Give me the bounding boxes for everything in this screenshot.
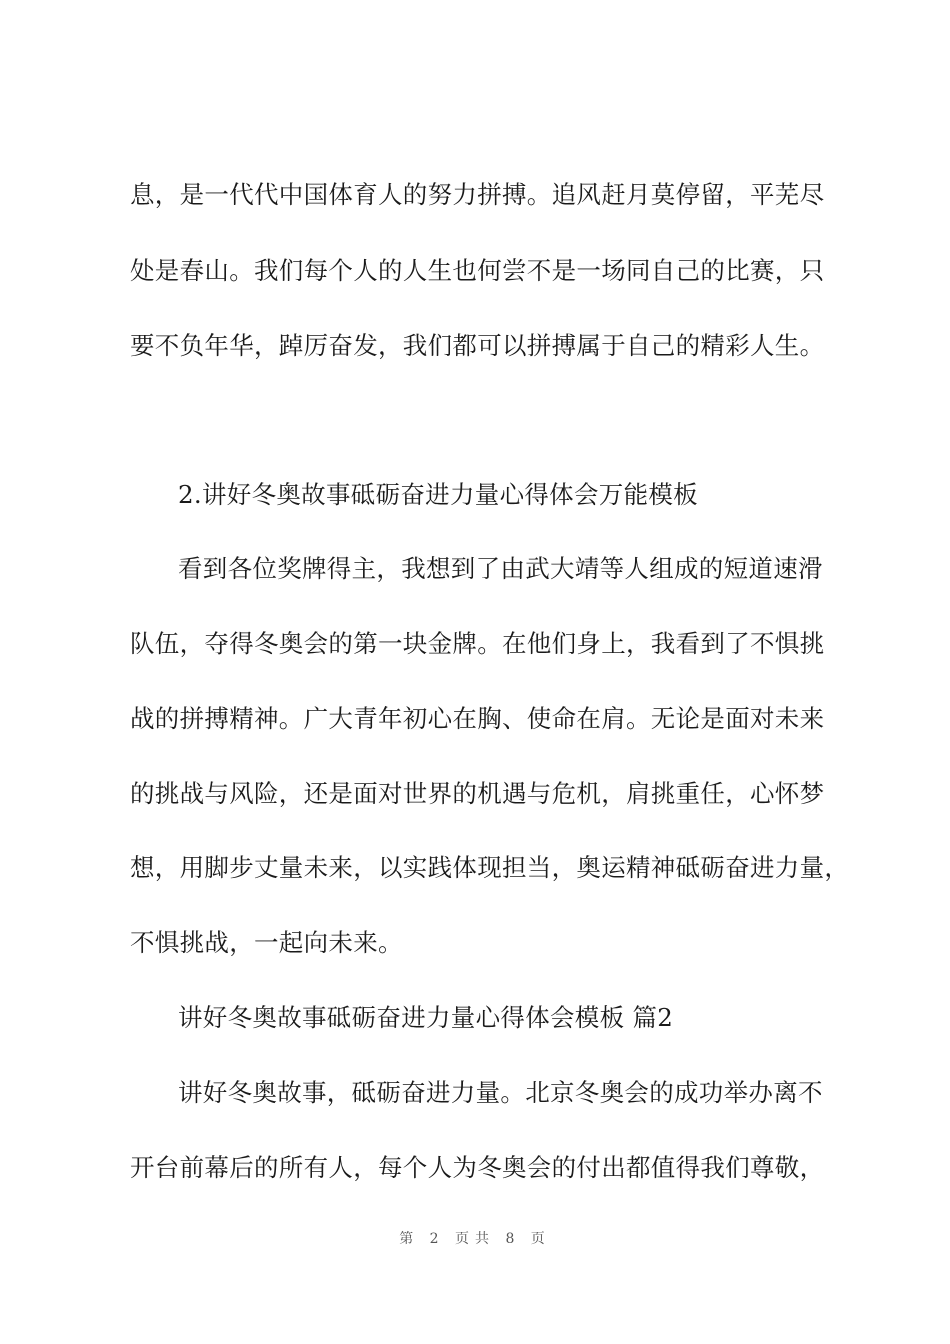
paragraph-1-line-1: 息，是一代代中国体育人的努力拼搏。追风赶月莫停留，平芜尽: [130, 180, 825, 209]
paragraph-2-line-4: 的挑战与风险，还是面对世界的机遇与危机，肩挑重任，心怀梦: [130, 779, 825, 808]
paragraph-3-line-1: 讲好冬奥故事，砥砺奋进力量。北京冬奥会的成功举办离不: [178, 1078, 823, 1107]
paragraph-2-line-1: 看到各位奖牌得主，我想到了由武大靖等人组成的短道速滑: [178, 554, 823, 583]
paragraph-2-line-3: 战的拼搏精神。广大青年初心在胸、使命在肩。无论是面对未来: [130, 704, 825, 733]
section-title: 讲好冬奥故事砥砺奋进力量心得体会模板 篇2: [178, 1003, 674, 1032]
paragraph-1-line-2: 处是春山。我们每个人的人生也何尝不是一场同自己的比赛，只: [130, 256, 825, 285]
paragraph-3-line-2: 开台前幕后的所有人，每个人为冬奥会的付出都值得我们尊敬，: [130, 1153, 825, 1182]
paragraph-1-line-3: 要不负年华，踔厉奋发，我们都可以拼搏属于自己的精彩人生。: [130, 331, 825, 360]
paragraph-2-line-2: 队伍，夺得冬奥会的第一块金牌。在他们身上，我看到了不惧挑: [130, 629, 825, 658]
paragraph-2-line-5: 想，用脚步丈量未来，以实践体现担当，奥运精神砥砺奋进力量，: [130, 853, 850, 882]
section-heading: 2.讲好冬奥故事砥砺奋进力量心得体会万能模板: [178, 480, 698, 509]
paragraph-2-line-6: 不惧挑战，一起向未来。: [130, 928, 403, 957]
page-footer: 第 2 页共 8 页: [399, 1231, 551, 1247]
